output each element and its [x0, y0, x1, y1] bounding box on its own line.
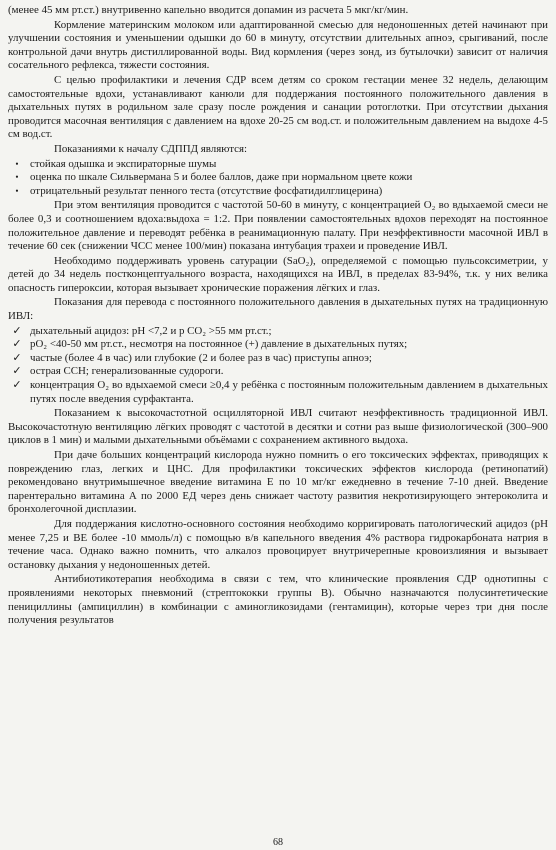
checkmark-icon: ✓ [12, 351, 22, 364]
checkmark-icon: ✓ [12, 338, 22, 351]
page-number: 68 [273, 837, 283, 849]
transfer-criteria-list [8, 325, 548, 407]
checkmark-icon: ✓ [12, 324, 22, 337]
paragraph-acid-base: Для поддержания кислотно-основного состояния необходимо корригировать патологический ацидоз (pH менее 7,25 и BE более -10 ммоль/л) с помощью в/в капельного введения 4% раствора гидрокарбоната натрия в течение часа. Однако важно помнить, что алкалоз провоцирует внутричерепные кровоизлияния и вызывает остановку дыхания у недоношенных детей. [8, 517, 548, 571]
indications-list [8, 158, 548, 199]
checkmark-icon: ✓ [12, 365, 22, 378]
paragraph-dopamine: (менее 45 мм рт.ст.) внутривенно капельно вводится допамин из расчета 5 мкг/кг/мин. [8, 4, 409, 16]
paragraph-ventilation: При этом вентиляция проводится с частотой 50-60 в минуту, с концентрацией O₂ во вдыхаемой смеси не более 0,3 и соотношением вдоха:выдоха = 1:2. При появлении самостоятельных вдохов переходят на постоянное положительное давление и переводят ребёнка в реанимационную палату. При неэффективности масочной ИВЛ в течение 60 сек (снижении ЧСС менее 100/мин) показана интубация трахеи и проведение ИВЛ. [8, 199, 548, 253]
paragraph-feeding: Кормление материнским молоком или адаптированной смесью для недоношенных детей начинают при улучшении состояния и уменьшении одышки до 60 в минуту, отсутствии длительных апноэ, срыгиваний, после контрольной дачи внутрь дистиллированной воды. Вид кормления (через зонд, из бутылочки) зависит от наличия сосательного рефлекса, тяжести состояния. [8, 18, 548, 72]
list-item: • отрицательный результат пенного теста (отсутствие фосфатидилглицерина) [8, 185, 548, 199]
list-item: • оценка по шкале Сильвермана 5 и более баллов, даже при нормальном цвете кожи [8, 171, 548, 185]
bullet-icon: • [15, 172, 19, 183]
list-item: ✓ дыхательный ацидоз: pH <7,2 и p CO₂ >55 мм рт.ст.; [8, 325, 548, 339]
paragraph-cpap-indications-heading: Показаниями к началу СДППД являются: [54, 142, 247, 155]
list-item: ✓ острая ССН; генерализованные судороги. [8, 365, 548, 379]
paragraph-transfer-heading: Показания для перевода с постоянного положительного давления в дыхательных путях на традиционную ИВЛ: [8, 296, 548, 323]
paragraph-antibiotics: Антибиотикотерапия необходима в связи с тем, что клинические проявления СДР однотипны с проявлениями некоторых пневмоний (стрептококки группы B). Обычно назначаются полусинтетические пенициллины (ампициллин) в комбинации с аминогликозидами (гентамицин), которые через три дня после получения результатов [8, 573, 548, 627]
checkmark-icon: ✓ [12, 379, 22, 392]
list-item: ✓ концентрация O₂ во вдыхаемой смеси ≥0,4 у ребёнка с постоянным положительным давлением в дыхательных путях после введения сурфактанта. [8, 379, 548, 406]
bullet-icon: • [15, 185, 19, 196]
paragraph-prophylaxis: С целью профилактики и лечения СДР всем детям со сроком гестации менее 32 недель, делающим самостоятельные вдохи, устанавливают канюли для поддержания постоянного положительного давления в дыхательных путях в родильном зале сразу после рождения и санации ротоглотки. При отсутствии дыхания проводится масочная вентиляция с давлением на вдохе 20-25 см вод.ст. и положительным давлением на выдохе 4-5 см вод.ст. [8, 73, 548, 141]
paragraph-saturation: Необходимо поддерживать уровень сатурации (SaO₂), определяемой с помощью пульсоксиметрии, у детей до 34 недель постконцептуального возраста, находящихся на ИВЛ, в пределах 83-94%, т.к. у них велика опасность гипероксии, которая вызывает хронические поражения лёгких и глаз. [8, 254, 548, 294]
paragraph-oxygen-toxicity: При даче больших концентраций кислорода нужно помнить о его токсических эффектах, приводящих к повреждению глаз, легких и ЦНС. Для профилактики токсических эффектов кислорода (ретинопатий) рекомендовано внутримышечное введение витамина Е по 10 мг/кг ежедневно в течение 7-10 дней. Введение парентерально витамина А по 2000 ЕД через день снижает частоту развития некротизирующего энтероколита и бронхолегочной дисплазии. [8, 449, 548, 516]
bullet-icon: • [15, 158, 19, 169]
list-item: ✓ частые (более 4 в час) или глубокие (2 и более раз в час) приступы апноэ; [8, 352, 548, 366]
list-item: ✓ pO₂ <40-50 мм рт.ст., несмотря на постоянное (+) давление в дыхательных путях; [8, 338, 548, 352]
list-item: • стойкая одышка и экспираторные шумы [8, 158, 548, 172]
paragraph-hfov: Показанием к высокочастотной осцилляторной ИВЛ считают неэффективность традиционной ИВЛ. Высокочастотную вентиляцию лёгких проводят с частотой в десятки и сотни раз выше физиологической (300–900 циклов в 1 мин) и малыми дыхательными объёмами с сохранением активного выдоха. [8, 407, 548, 447]
